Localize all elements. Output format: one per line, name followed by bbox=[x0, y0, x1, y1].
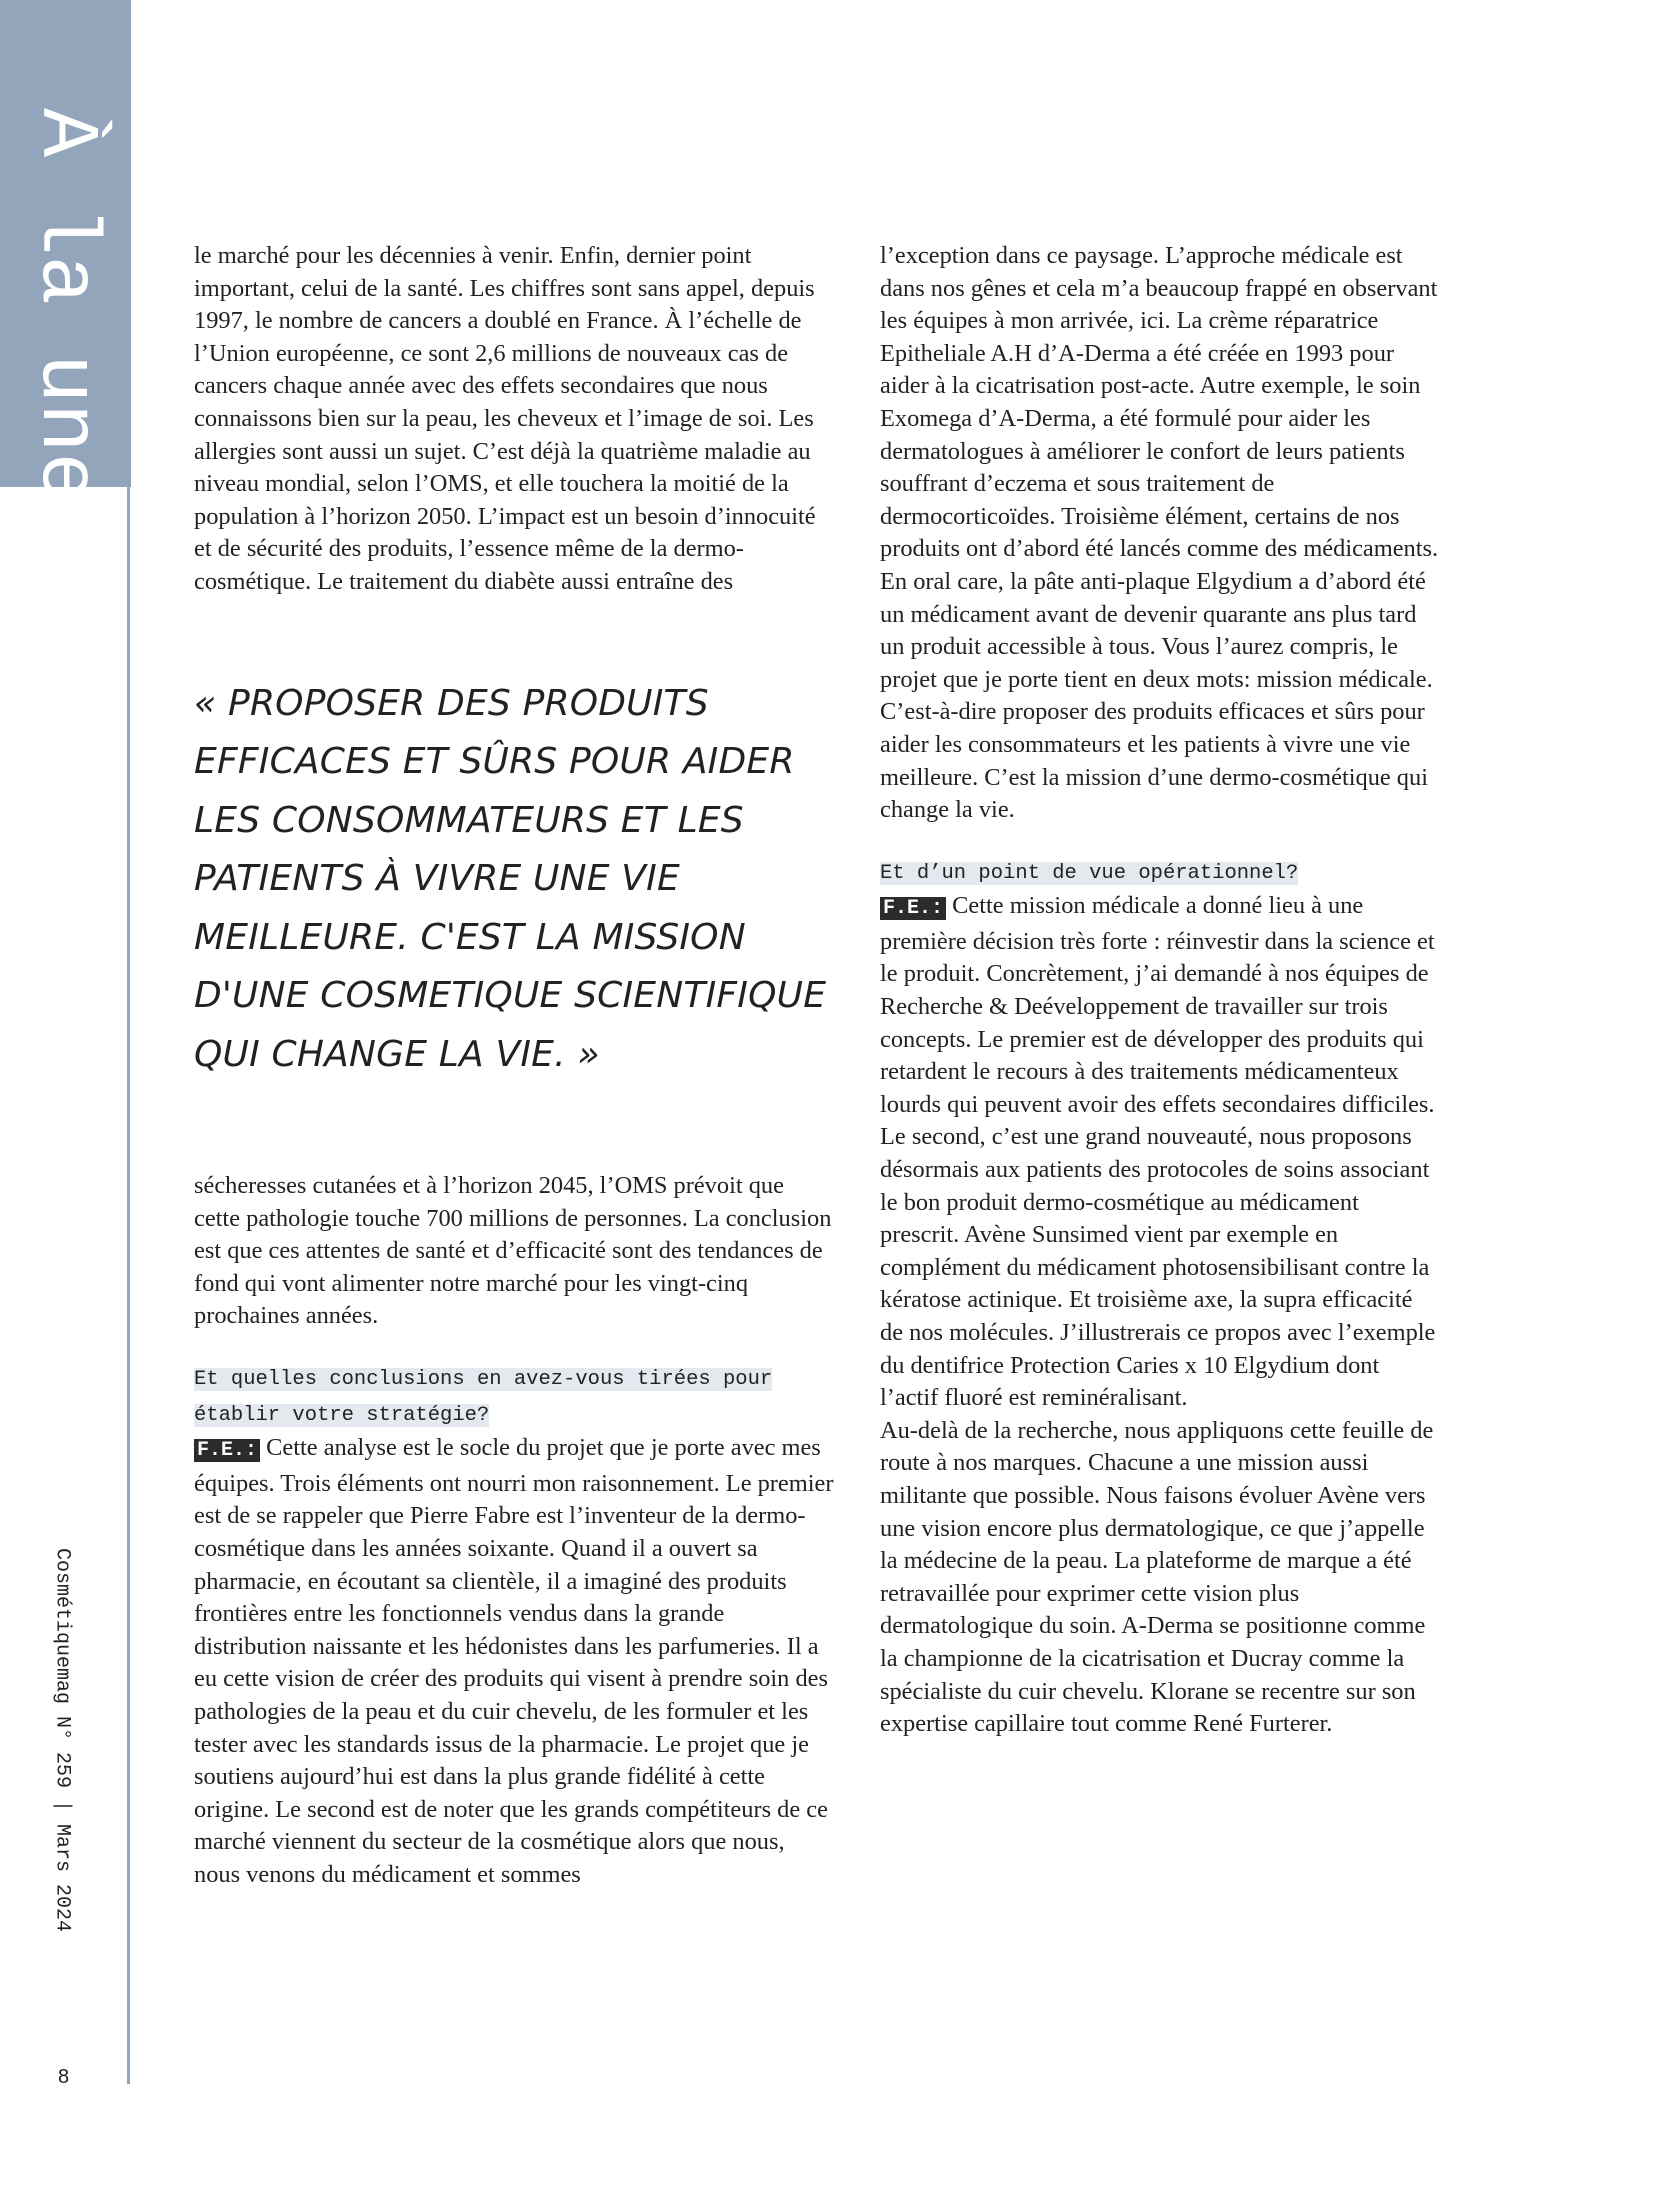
page-number: 8 bbox=[58, 2066, 70, 2088]
interview-answer bbox=[194, 1432, 834, 1891]
interview-question-block bbox=[880, 855, 1440, 891]
answer-text: Cette mission médicale a donné lieu à une première décision très forte : réinvestir dans la science et le produit. Concrètement, j’ai demandé à nos équipes de Recherche & Deéveloppement de travailler sur trois concepts. Le premier est de développer des produits qui retardent le recours à des traitements médicamenteux lourds qui peuvent avoir des effets secondaires difficiles. Le second, c’est une grand nouveauté, nous proposons désormais aux patients des protocoles de soins associant le bon produit dermo-cosmétique au médicament prescrit. Avène Sunsimed vient par exemple en complément du médicament photosensibilisant contre la kératose actinique. Et troisième axe, la supra efficacité de nos molécules. J’illustrerais ce propos avec l’exemple du dentifrice Protection Caries x 10 Elgydium dont l’actif fluoré est reminéralisant. bbox=[880, 892, 1436, 1412]
body-paragraph: Au-delà de la recherche, nous appliquons cette feuille de route à nos marques. Chacune a une mission aussi militante que possible. Nous faisons évoluer Avène vers une vision encore plus dermatologique, ce que j’appelle la médecine de la peau. La plateforme de marque a été retravaillée pour exprimer cette vision plus dermatologique du soin. A-Derma se positionne comme la championne de la cicatrisation et Ducray comme la spécialiste du cuir chevelu. Klorane se recentre sur son expertise capillaire tout comme René Furterer. bbox=[880, 1416, 1434, 1738]
answer-text: Cette analyse est le socle du projet que je porte avec mes équipes. Trois éléments ont nourri mon raisonnement. Le premier est de se rappeler que Pierre Fabre est l’inventeur de la dermo-cosmétique dans les années soixante. Quand il a ouvert sa pharmacie, en écoutant sa clientèle, il a imaginé des produits frontières entre les fonctionnels vendus dans la grande distribution naissante et les hédonistes dans les parfumeries. Il a eu cette vision de créer des produits qui visent à prendre soin des pathologies de la peau et du cuir chevelu, de les formuler et les tester avec les standards issus de la pharmacie. Le projet que je soutiens aujourd’hui est dans la plus grande fidélité à cette origine. Le second est de noter que les grands compétiteurs de ce marché viennent du secteur de la cosmétique alors que nous, nous venons du médicament et sommes bbox=[194, 1434, 834, 1888]
section-tab bbox=[0, 0, 131, 502]
interview-question: Et d’un point de vue opérationnel? bbox=[880, 861, 1299, 885]
interview-question: Et quelles conclusions en avez-vous tirées pour établir votre stratégie? bbox=[194, 1368, 773, 1427]
body-paragraph: le marché pour les décennies à venir. Enfin, dernier point important, celui de la santé. Les chiffres sont sans appel, depuis 1997, le nombre de cancers a doublé en France. À l’échelle de l’Union européenne, ce sont 2,6 millions de nouveaux cas de cancers chaque année avec des effets secondaires que nous connaissons bien sur la peau, les cheveux et l’image de soi. Les allergies sont aussi un sujet. C’est déjà la quatrième maladie au niveau mondial, selon l’OMS, et elle touchera la moitié de la population à l’horizon 2050. L’impact est un besoin d’innocuité et de sécurité des produits, l’essence même de la dermo-cosmétique. Le traitement du diabète aussi entraîne des bbox=[194, 242, 816, 595]
speaker-badge: F.E.: bbox=[194, 1439, 260, 1462]
interview-question-block bbox=[194, 1361, 834, 1432]
section-tab-label: À la une bbox=[19, 108, 112, 502]
body-paragraph: sécheresses cutanées et à l’horizon 2045, l’OMS prévoit que cette pathologie touche 700 millions de personnes. La conclusion est que ces attentes de santé et d’efficacité sont des tendances de fond qui vont alimenter notre marché pour les vingt-cinq prochaines années. bbox=[194, 1172, 832, 1330]
pull-quote: « PROPOSER DES PRODUITS EFFICACES ET SÛRS POUR AIDER LES CONSOMMATEURS ET LES PATIENTS À VIVRE UNE VIE MEILLEURE. C'EST LA MISSION D'UNE COSMETIQUE SCIENTIFIQUE QUI CHANGE LA VIE. » bbox=[194, 682, 827, 1075]
magazine-issue-footer: Cosmétiquemag N° 259 | Mars 2024 bbox=[50, 1548, 74, 1933]
body-paragraph: l’exception dans ce paysage. L’approche médicale est dans nos gênes et cela m’a beaucoup frappé en observant les équipes à mon arrivée, ici. La crème réparatrice Epitheliale A.H d’A-Derma a été créée en 1993 pour aider à la cicatrisation post-acte. Autre exemple, le soin Exomega d’A-Derma, a été formulé pour aider les dermatologues à améliorer le confort de leurs patients souffrant d’eczema et sous traitement de dermocorticoïdes. Troisième élément, certains de nos produits ont d’abord été lancés comme des médicaments. En oral care, la pâte anti-plaque Elgydium a d’abord été un médicament avant de devenir quarante ans plus tard un produit accessible à tous. Vous l’aurez compris, le projet que je porte tient en deux mots: mission médicale. C’est-à-dire proposer des produits efficaces et sûrs pour aider les consommateurs et les patients à vivre une vie meilleure. C’est la mission d’une dermo-cosmétique qui change la vie. bbox=[880, 242, 1439, 824]
sidebar-rule bbox=[127, 487, 130, 2084]
interview-answer bbox=[880, 890, 1440, 1415]
article-column-left bbox=[194, 240, 834, 1892]
article-column-right bbox=[880, 240, 1440, 1741]
speaker-badge: F.E.: bbox=[880, 897, 946, 920]
